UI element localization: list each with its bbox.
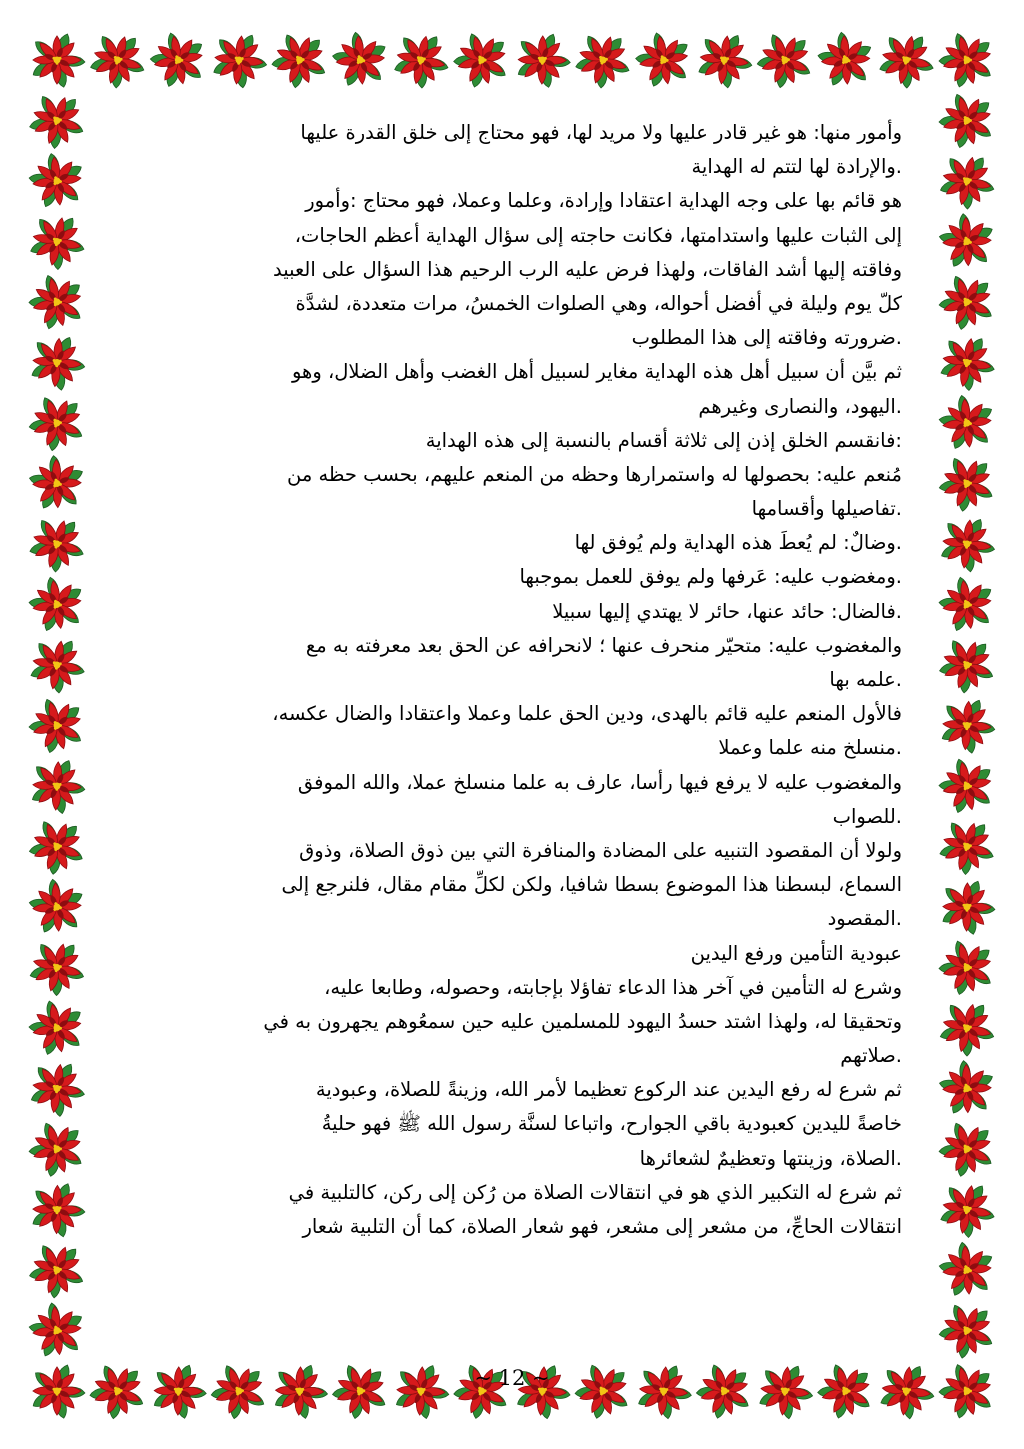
poinsettia-icon xyxy=(24,934,92,1003)
text-line: ثم شرع له التكبير الذي هو في انتقالات الصلاة من رُكن إلى ركن، كالتلبية في xyxy=(288,1180,902,1204)
text-line: مُنعم عليه: بحصولها له واستمرارها وحظه من المنعم عليهم، بحسب حظه من xyxy=(286,462,902,486)
page-number: ~ 12 ~ xyxy=(474,1366,550,1390)
text-line: .تفاصيلها وأقسامها xyxy=(751,497,902,521)
text-line: والمغضوب عليه: متحيّر منحرف عنها ؛ لانحرافه عن الحق بعد معرفته به مع xyxy=(305,633,902,657)
poinsettia-icon xyxy=(930,83,1005,159)
poinsettia-icon xyxy=(389,27,454,93)
text-line: وتحقيقا له، ولهذا اشتد حسدُ اليهود للمسلمين عليه حين سمعُوهم يجهرون به في xyxy=(263,1009,902,1033)
text-line: .وضالٌ: لم يُعطَ هذه الهداية ولم يُوفق لها xyxy=(574,531,902,555)
poinsettia-icon xyxy=(28,332,87,393)
text-line: .اليهود، والنصارى وغيرهم xyxy=(698,394,902,418)
poinsettia-icon xyxy=(936,1177,1001,1243)
poinsettia-icon xyxy=(264,24,336,97)
text-line: إلى الثبات عليها واستدامتها، فكانت حاجته إلى سؤال الهداية أعظم الحاجات، xyxy=(294,223,902,247)
poinsettia-icon xyxy=(940,879,996,936)
poinsettia-icon xyxy=(30,1181,86,1238)
poinsettia-icon xyxy=(934,995,1001,1063)
poinsettia-icon xyxy=(18,869,96,947)
poinsettia-icon xyxy=(937,513,998,576)
poinsettia-icon xyxy=(515,32,571,89)
text-line: .ومغضوب عليه: عَرفها ولم يوفق للعمل بموجبها xyxy=(519,565,902,589)
poinsettia-icon xyxy=(931,1294,1004,1368)
poinsettia-icon xyxy=(21,1112,95,1187)
poinsettia-icon xyxy=(930,23,1006,99)
poinsettia-icon xyxy=(20,688,95,764)
text-line: كلّ يوم وليلة في أفضل أحواله، وهي الصلوات الخمسُ، مرات متعددة، لشدَّة xyxy=(295,291,902,315)
poinsettia-icon xyxy=(928,1050,1006,1129)
poinsettia-icon xyxy=(929,566,1006,644)
text-line: .منسلخ منه علما وعملا xyxy=(718,736,902,760)
poinsettia-icon xyxy=(928,203,1006,282)
poinsettia-icon xyxy=(939,696,998,756)
article-text xyxy=(150,116,902,1331)
poinsettia-icon xyxy=(929,748,1006,825)
poinsettia-icon xyxy=(21,387,94,461)
text-line: .الصلاة، وزينتها وتعظيمٌ لشعائرها xyxy=(639,1146,902,1170)
poinsettia-icon xyxy=(26,633,90,698)
poinsettia-icon xyxy=(933,812,1002,882)
poinsettia-icon xyxy=(807,22,885,100)
poinsettia-icon xyxy=(936,330,1000,395)
text-line: وفاقته إليها أشد الفاقات، ولهذا فرض عليه الرب الرحيم هذا السؤال على العبيد xyxy=(272,257,902,281)
poinsettia-icon xyxy=(140,22,217,99)
poinsettia-icon xyxy=(930,930,1006,1006)
text-line: :فانقسم الخلق إذن إلى ثلاثة أقسام بالنسبة إلى هذه الهداية xyxy=(425,428,902,452)
text-line: السماع، لبسطنا هذا الموضوع بسطا شافيا، ولكن لكلِّ مقام مقال، فلنرجع إلى xyxy=(281,873,902,897)
text-line: .للصواب xyxy=(832,804,902,828)
text-line: وشرع له التأمين في آخر هذا الدعاء تفاؤلا بإجابته، وحصوله، وطابعا عليه، xyxy=(324,975,902,999)
text-line: والمغضوب عليه لا يرفع فيها رأسا، عارف به علما منسلخ عملا، والله الموفق xyxy=(297,770,902,794)
poinsettia-icon xyxy=(749,24,822,98)
text-line: .صلاتهم xyxy=(840,1044,902,1068)
poinsettia-icon xyxy=(935,148,1001,215)
poinsettia-icon xyxy=(695,29,756,92)
poinsettia-icon xyxy=(84,26,153,96)
text-line: عبودية التأمين ورفع اليدين xyxy=(690,941,902,965)
text-line: .المقصود xyxy=(827,907,902,931)
poinsettia-icon xyxy=(20,264,96,341)
text-line: فالأول المنعم عليه قائم بالهدى، ودين الحق علما وعملا واعتقادا والضال عكسه، xyxy=(272,702,902,726)
poinsettia-icon xyxy=(322,22,400,100)
text-line: ثم شرع له رفع اليدين عند الركوع تعظيما لأمر الله، وزينةً للصلاة، وعبودية xyxy=(315,1078,902,1102)
text-line: خاصةً لليدين كعبودية باقي الجوارح، واتباعا لسنَّة رسول الله ﷺ فهو حليةُ xyxy=(321,1112,902,1136)
poinsettia-icon xyxy=(22,811,94,884)
poinsettia-icon xyxy=(23,510,92,580)
poinsettia-icon xyxy=(931,1112,1005,1187)
poinsettia-icon xyxy=(569,25,639,96)
poinsettia-icon xyxy=(210,29,270,91)
text-line: .فالضال: حائد عنها، حائر لا يهتدي إليها سبيلا xyxy=(552,599,902,623)
text-line: وأمور منها: هو غير قادر عليها ولا مريد لها، فهو محتاج إلى خلق القدرة عليها xyxy=(300,121,902,144)
poinsettia-icon xyxy=(445,23,520,99)
poinsettia-icon xyxy=(25,209,90,275)
poinsettia-icon xyxy=(29,757,87,816)
text-line: ثم بيَّن أن سبيل أهل هذه الهداية مغاير لسبيل أهل الغضب وأهل الضلال، وهو xyxy=(291,360,902,384)
text-line: ولولا أن المقصود التنبيه على المضادة والمنافرة التي بين ذوق الصلاة، وذوق xyxy=(299,838,902,862)
poinsettia-icon xyxy=(23,85,93,156)
text-line: .ضرورته وفاقته إلى هذا المطلوب xyxy=(631,326,902,350)
text-line: .علمه بها xyxy=(829,668,902,691)
poinsettia-icon xyxy=(931,265,1005,340)
poinsettia-icon xyxy=(928,1232,1006,1310)
poinsettia-icon xyxy=(19,566,96,644)
poinsettia-icon xyxy=(19,990,96,1067)
poinsettia-icon xyxy=(22,1235,93,1307)
text-line: انتقالات الحاجِّ، من مشعر إلى مشعر، فهو شعار الصلاة، كما أن التلبية شعار xyxy=(302,1215,902,1238)
poinsettia-icon xyxy=(27,1057,89,1120)
poinsettia-icon xyxy=(932,630,1003,702)
poinsettia-icon xyxy=(19,143,97,221)
text-line: هو قائم بها على وجه الهداية اعتقادا وإرادة، وعلما وعملا، فهو محتاج :وأمور xyxy=(305,189,902,213)
poinsettia-icon xyxy=(874,27,940,94)
text-line: .والإرادة لها لتتم له الهداية xyxy=(691,155,902,179)
poinsettia-icon xyxy=(932,447,1004,520)
poinsettia-icon xyxy=(626,22,703,100)
poinsettia-icon xyxy=(19,1292,97,1370)
poinsettia-icon xyxy=(31,32,86,88)
poinsettia-icon xyxy=(18,445,96,524)
poinsettia-icon xyxy=(929,385,1007,463)
